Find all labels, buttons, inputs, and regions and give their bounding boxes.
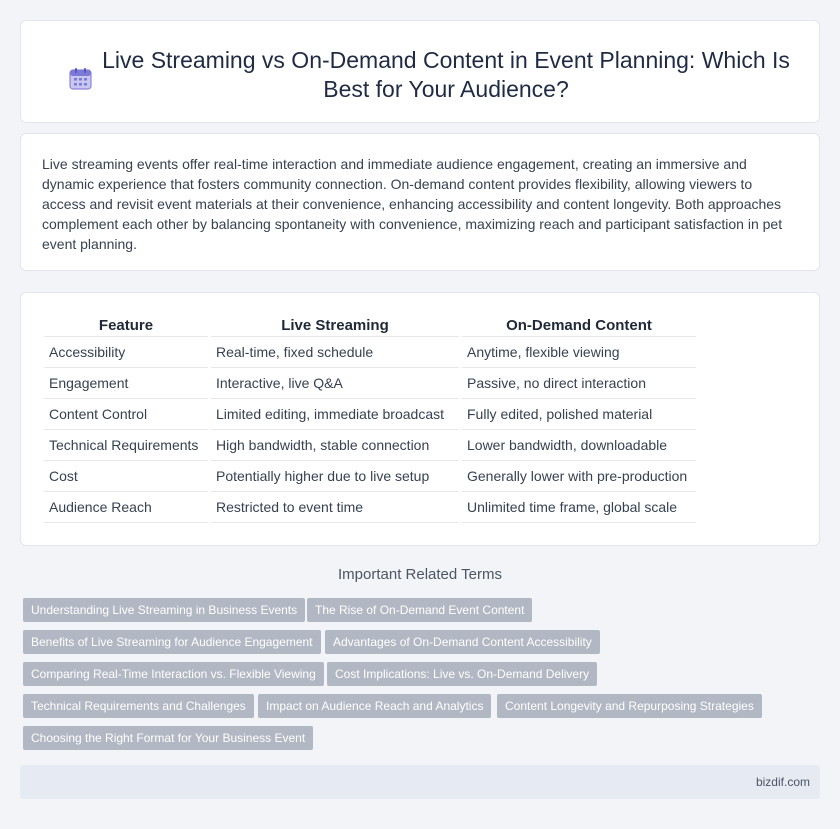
table-row (44, 337, 696, 368)
table-cell: Cost (44, 461, 208, 492)
table-cell: Real-time, fixed schedule (211, 337, 459, 368)
comparison-table (41, 315, 699, 523)
table-cell: High bandwidth, stable connection (211, 430, 459, 461)
header-live-streaming: Live Streaming (211, 315, 459, 337)
intro-paragraph: Live streaming events offer real-time interaction and immediate audience engagement, creating an immersive and dynamic experience that fosters community connection. On-demand content provides flexibility, allowing viewers to access and revisit event materials at their convenience, enhancing accessibility and content longevity. Both approaches complement each other by balancing spontaneity with convenience, maximizing reach and participant satisfaction in pet event planning. (42, 156, 783, 252)
related-terms-heading: Important Related Terms (338, 566, 502, 583)
related-term-tag[interactable]: Comparing Real-Time Interaction vs. Flexible Viewing (23, 662, 324, 686)
header-feature: Feature (44, 315, 208, 337)
table-cell: Fully edited, polished material (462, 399, 696, 430)
table-cell: Limited editing, immediate broadcast (211, 399, 459, 430)
table-cell: Anytime, flexible viewing (462, 337, 696, 368)
table-cell: Restricted to event time (211, 492, 459, 523)
footer-site[interactable]: bizdif.com (755, 775, 810, 789)
table-header-row (44, 315, 696, 337)
related-term-tag[interactable]: Choosing the Right Format for Your Business Event (23, 726, 313, 750)
title-card (20, 20, 820, 123)
intro-card (20, 133, 820, 271)
table-row (44, 430, 696, 461)
comparison-card (20, 292, 820, 546)
table-cell: Unlimited time frame, global scale (462, 492, 696, 523)
table-cell: Technical Requirements (44, 430, 208, 461)
related-term-tag[interactable]: The Rise of On-Demand Event Content (307, 598, 532, 622)
table-cell: Engagement (44, 368, 208, 399)
table-row (44, 492, 696, 523)
related-term-tag[interactable]: Cost Implications: Live vs. On-Demand Delivery (327, 662, 597, 686)
table-row (44, 399, 696, 430)
related-term-tag[interactable]: Impact on Audience Reach and Analytics (258, 694, 491, 718)
table-cell: Passive, no direct interaction (462, 368, 696, 399)
table-cell: Lower bandwidth, downloadable (462, 430, 696, 461)
table-cell: Potentially higher due to live setup (211, 461, 459, 492)
table-row (44, 368, 696, 399)
header-on-demand: On-Demand Content (462, 315, 696, 337)
page-title: Live Streaming vs On-Demand Content in Event Planning: Which Is Best for Your Audience? (102, 47, 790, 102)
table-cell: Interactive, live Q&A (211, 368, 459, 399)
table-cell: Accessibility (44, 337, 208, 368)
table-cell: Content Control (44, 399, 208, 430)
table-cell: Audience Reach (44, 492, 208, 523)
related-term-tag[interactable]: Content Longevity and Repurposing Strategies (497, 694, 762, 718)
related-term-tag[interactable]: Technical Requirements and Challenges (23, 694, 254, 718)
table-row (44, 461, 696, 492)
related-term-tag[interactable]: Benefits of Live Streaming for Audience Engagement (23, 630, 321, 654)
table-cell: Generally lower with pre-production (462, 461, 696, 492)
related-term-tag[interactable]: Understanding Live Streaming in Business Events (23, 598, 305, 622)
related-term-tag[interactable]: Advantages of On-Demand Content Accessibility (325, 630, 600, 654)
footer (20, 765, 820, 799)
